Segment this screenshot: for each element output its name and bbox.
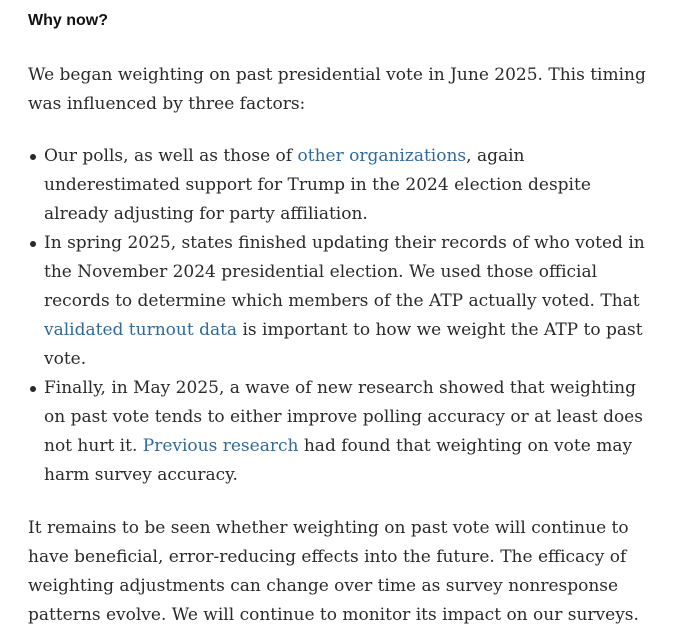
bullet-icon [30, 154, 36, 160]
section-heading: Why now? [28, 12, 108, 29]
factor-text-before: Finally, in May 2025, a wave of new research showed that weighting on past vote tends to either improve polling accuracy or at least does not hurt it. [44, 378, 643, 456]
bullet-icon [30, 386, 36, 392]
factor-text-after: is important to how we weight the ATP to past vote. [44, 320, 643, 369]
factor-text-before: In spring 2025, states finished updating their records of who voted in the November 2024 presidential election. We used those official records to determine which members of the ATP actually voted. That [44, 233, 645, 311]
factors-list [28, 142, 658, 490]
factor-text-before: Our polls, as well as those of [44, 146, 298, 166]
validated-turnout-data-link[interactable]: validated turnout data [44, 320, 238, 340]
closing-paragraph: It remains to be seen whether weighting on past vote will continue to have beneficial, error-reducing effects into the future. The efficacy of weighting adjustments can change over time as survey nonresponse patterns evolve. We will continue to monitor its impact on our surveys. [28, 518, 639, 625]
factor-text-after: had found that weighting on vote may harm survey accuracy. [44, 436, 633, 485]
list-item-factor-2 [28, 229, 658, 374]
other-organizations-link[interactable]: other organizations [297, 146, 467, 166]
factor-text-after: , again underestimated support for Trump in the 2024 election despite already adjusting for party affiliation. [44, 146, 591, 224]
list-item-factor-1 [28, 142, 658, 229]
bullet-icon [30, 241, 36, 247]
list-item-factor-3 [28, 374, 658, 490]
intro-paragraph: We began weighting on past presidential vote in June 2025. This timing was influenced by three factors: [28, 65, 646, 114]
previous-research-link[interactable]: Previous research [142, 436, 299, 456]
article-section [28, 0, 658, 630]
